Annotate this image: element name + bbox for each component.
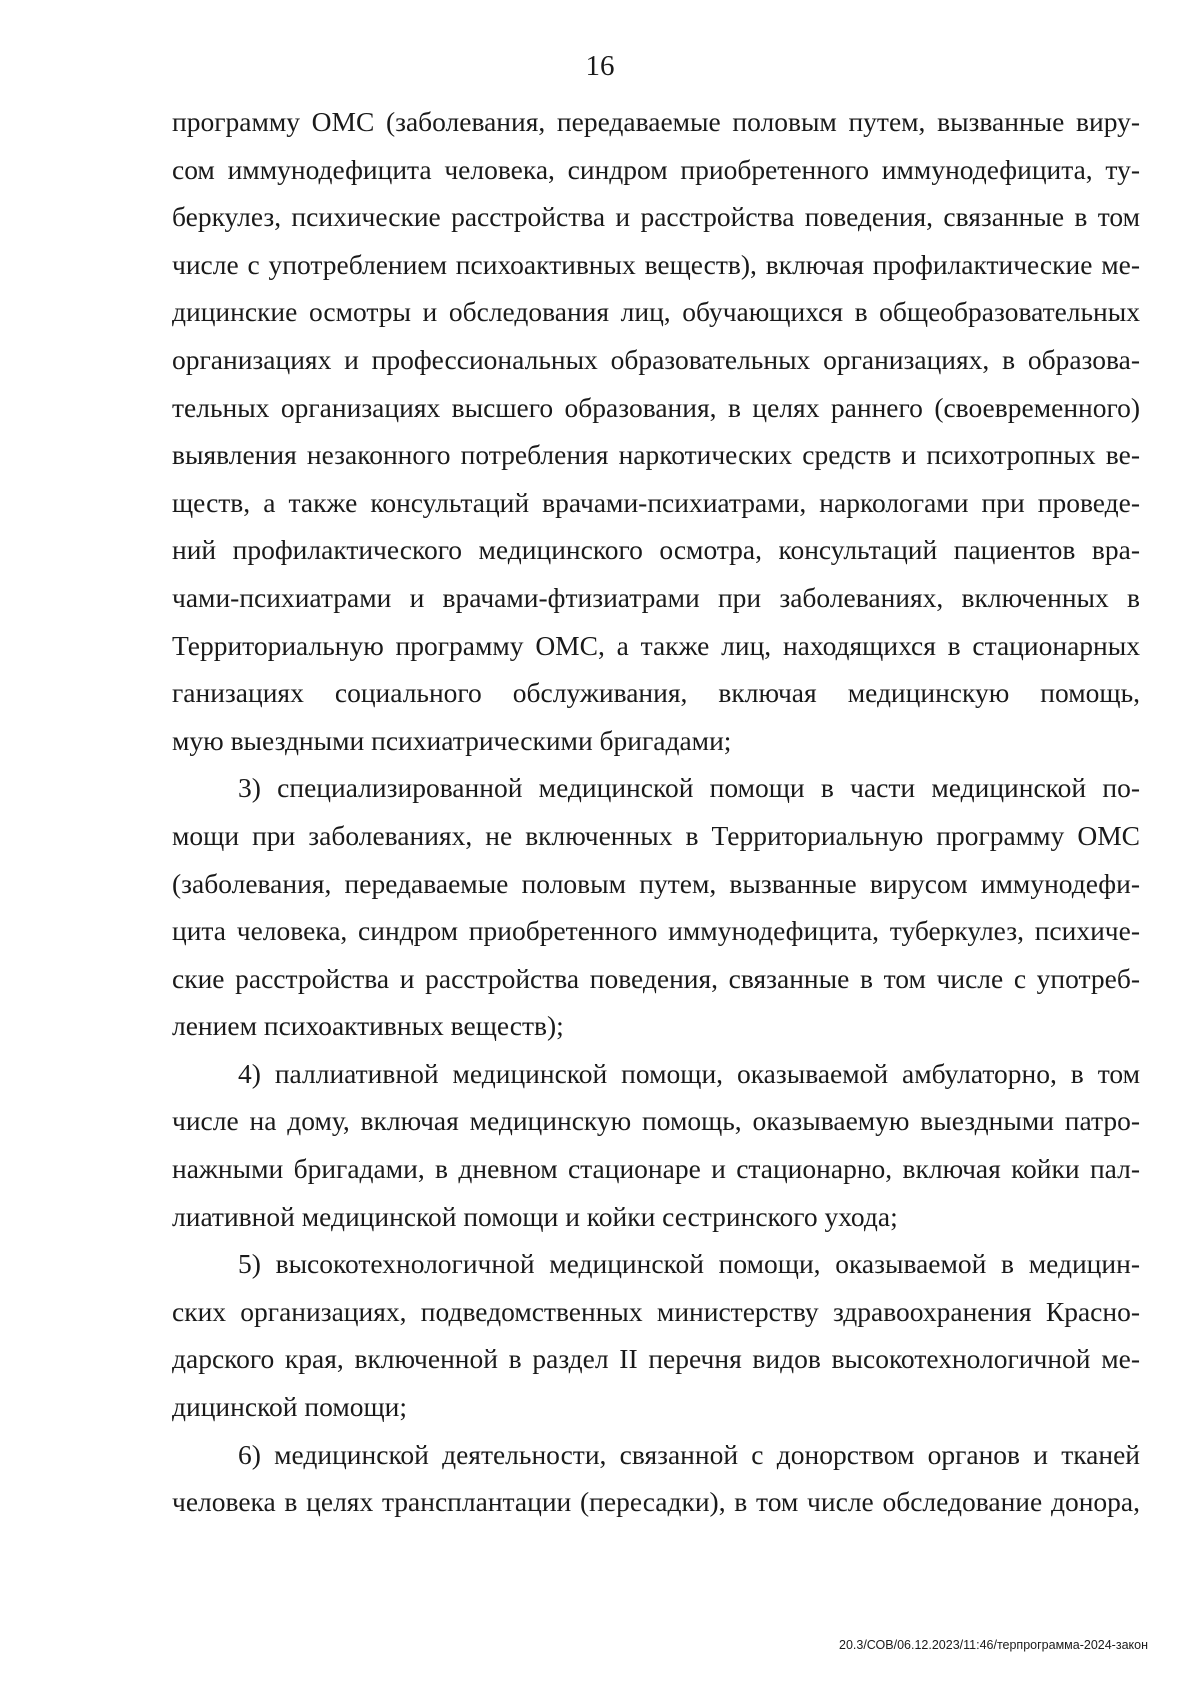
text-line: лением психоактивных веществ); [172,1010,564,1042]
paragraph-item-6 [172,1431,1140,1526]
body-text [172,98,1140,1526]
text-line: ских организациях, подведомственных министерству здравоохранения Красно- [172,1295,1140,1327]
text-line: 6) медицинской деятельности, связанной с донорством органов и тканей [238,1438,1140,1470]
text-line: числе с употреблением психоактивных веществ), включая профилактические ме- [172,248,1140,280]
text-line: программу ОМС (заболевания, передаваемые половым путем, вызванные виру- [172,106,1140,137]
document-footer-code: 20.3/СОВ/06.12.2023/11:46/терпрограмма-2024-закон [839,1638,1148,1652]
paragraph-item-3 [172,764,1140,1050]
text-line: дицинские осмотры и обследования лиц, обучающихся в общеобразовательных [172,296,1140,328]
text-line: сом иммунодефицита человека, синдром приобретенного иммунодефицита, ту- [172,153,1140,185]
text-line: ганизациях социального обслуживания, включая медицинскую помощь, [172,677,1140,709]
text-line: человека в целях трансплантации (пересадки), в том числе обследование донора, [172,1486,1140,1518]
text-line: ний профилактического медицинского осмотра, консультаций пациентов вра- [172,534,1140,566]
paragraph-continuation [172,98,1140,764]
text-line: выявления незаконного потребления наркотических средств и психотропных ве- [172,439,1140,471]
paragraph-item-4 [172,1050,1140,1240]
text-line: числе на дому, включая медицинскую помощь, оказываемую выездными патро- [172,1105,1140,1137]
text-line: дицинской помощи; [172,1391,407,1423]
text-line: 3) специализированной медицинской помощи в части медицинской по- [238,772,1140,804]
text-line: ществ, а также консультаций врачами-психиатрами, наркологами при проведе- [172,486,1140,518]
text-line: цита человека, синдром приобретенного иммунодефицита, туберкулез, психиче- [172,915,1140,947]
text-line: (заболевания, передаваемые половым путем, вызванные вирусом иммунодефи- [172,867,1140,899]
text-line: Территориальную программу ОМС, а также лиц, находящихся в стационарных [172,629,1140,661]
text-line: дарского края, включенной в раздел II перечня видов высокотехнологичной ме- [172,1343,1140,1375]
page-number: 16 [585,50,615,82]
text-line: чами-психиатрами и врачами-фтизиатрами при заболеваниях, включенных в [172,581,1140,613]
text-line: организациях и профессиональных образовательных организациях, в образова- [172,343,1140,375]
text-line: 4) паллиативной медицинской помощи, оказываемой амбулаторно, в том [238,1057,1140,1089]
text-line: лиативной медицинской помощи и койки сестринского ухода; [172,1200,898,1232]
text-line: беркулез, психические расстройства и расстройства поведения, связанные в том [172,201,1140,233]
text-line: мую выездными психиатрическими бригадами; [172,724,732,756]
text-line: тельных организациях высшего образования, в целях раннего (своевременного) [172,391,1140,423]
text-line: мощи при заболеваниях, не включенных в Территориальную программу ОМС [172,819,1140,851]
text-line: ские расстройства и расстройства поведения, связанные в том числе с употреб- [172,962,1140,994]
text-line: 5) высокотехнологичной медицинской помощи, оказываемой в медицин- [238,1248,1140,1280]
text-line: нажными бригадами, в дневном стационаре и стационарно, включая койки пал- [172,1153,1140,1185]
paragraph-item-5 [172,1240,1140,1430]
